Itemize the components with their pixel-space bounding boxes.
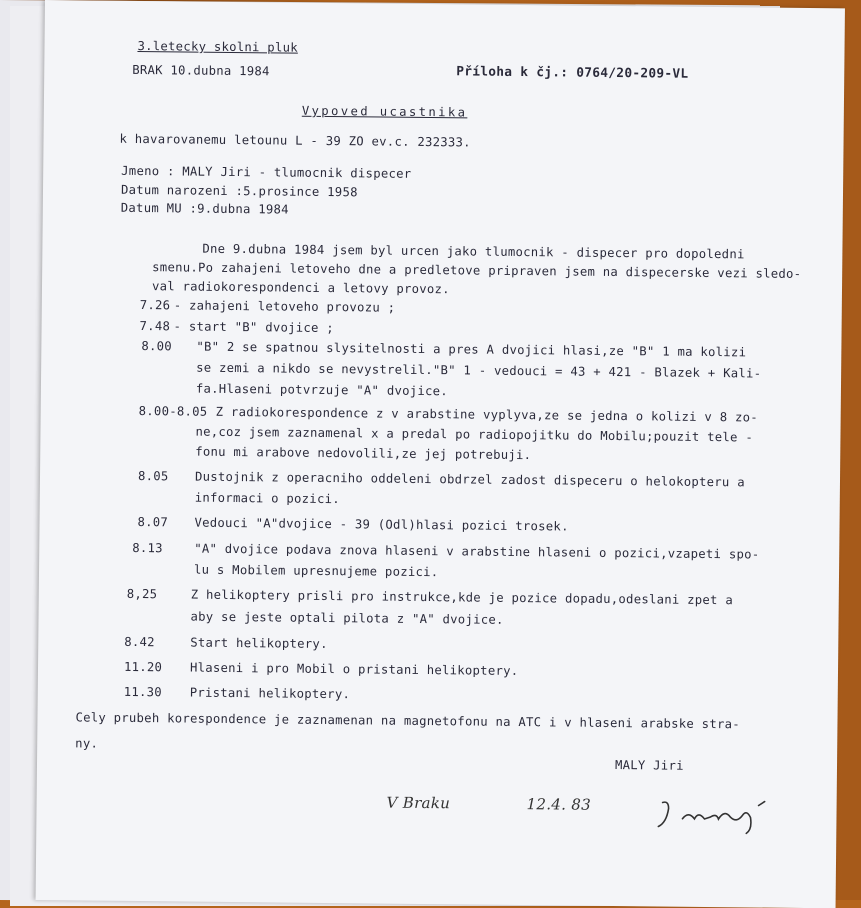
incident-date: Datum MU :9.dubna 1984 [120, 200, 289, 217]
entry-text: Z helikoptery prisli pro instrukce,kde je pozice dopadu,odeslani zpet a [190, 587, 734, 608]
handwritten-signature [654, 796, 794, 837]
entry-text: Z radiokorespondence z v arabstine vyplyva,ze se jedna o kolizi v 8 zo- [215, 404, 759, 425]
entry-text: Vedouci "A"dvojice - 39 (Odl)hlasi pozici trosek. [194, 515, 569, 534]
entry-text: Dustojnik z operacniho oddeleni obdrzel zadost dispeceru o helokopteru a [194, 469, 745, 490]
reference-number: Příloha k čj.: 0764/20-209-VL [456, 64, 689, 82]
handwritten-date: 12.4. 83 [526, 795, 592, 814]
closing-line: Cely prubeh korespondence je zaznamenan na magnetofonu na ATC i v hlaseni arabske stra- [75, 710, 740, 732]
entry-text: - start "B" dvojice ; [173, 319, 335, 336]
intro-line: val radiokorespondenci a letovy provoz. [151, 279, 450, 297]
entry-time: 7.48 [139, 319, 171, 334]
entry-text: - zahajeni letoveho provozu ; [173, 298, 396, 315]
unit-name: 3.letecky skolni pluk [137, 38, 298, 55]
document-page [36, 0, 845, 908]
entry-text: se zemi a nikdo se nevystrelil."B" 1 - vedouci = 43 + 421 - Blazek + Kali- [196, 360, 762, 381]
intro-line: Dne 9.dubna 1984 jsem byl urcen jako tlumocnik - dispecer pro dopoledni [202, 241, 745, 262]
entry-text: fa.Hlaseni potvrzuje "A" dvojice. [195, 381, 449, 399]
entry-text: "B" 2 se spatnou slysitelnosti a pres A dvojici hlasi,ze "B" 1 ma kolizi [196, 339, 747, 360]
entry-time: 8,25 [126, 586, 158, 602]
document-title: Vypoved ucastnika [301, 103, 468, 120]
entry-text: lu s Mobilem upresnujeme pozici. [193, 562, 439, 580]
closing-line: ny. [75, 736, 99, 751]
entry-text: aby se jeste optali pilota z "A" dvojice. [190, 609, 504, 627]
signature-name: MALY Jiri [614, 758, 684, 773]
participant-name: Jmeno : MALY Jiri - tlumocnik dispecer [121, 163, 412, 181]
entry-text: Start helikoptery. [190, 635, 328, 651]
entry-text: ne,coz jsem zaznamenal x a predal po radiopojitku do Mobilu;pouzit tele - [195, 424, 754, 445]
entry-time: 8.00 [141, 339, 173, 354]
entry-text: fonu mi arabove nedovolili,ze jej potrebuji. [195, 444, 532, 463]
handwritten-place: V Braku [386, 793, 451, 813]
entry-time: 11.30 [123, 684, 163, 700]
entry-time: 8.00-8.05 [138, 404, 208, 419]
entry-time: 8.07 [137, 514, 169, 530]
document-subtitle: k havarovanemu letounu L - 39 ZO ev.c. 232333. [119, 131, 471, 150]
entry-time: 8.05 [137, 469, 169, 484]
entry-text: "A" dvojice podava znova hlaseni v arabstine hlaseni o pozici,vzapeti spo- [194, 541, 760, 562]
intro-line: smenu.Po zahajeni letoveho dne a predletove pripraven jsem na dispecerske vezi sledo- [152, 260, 802, 281]
entry-time: 8.13 [132, 540, 163, 556]
entry-time: 7.26 [139, 298, 171, 313]
entry-text: Hlaseni i pro Mobil o pristani helikoptery. [189, 660, 519, 678]
entry-time: 8.42 [124, 634, 155, 650]
entry-text: informaci o pozici. [194, 490, 340, 507]
entry-text: Pristani helikoptery. [189, 685, 351, 702]
birth-date: Datum narozeni :5.prosince 1958 [120, 182, 358, 200]
place-date: BRAK 10.dubna 1984 [132, 62, 270, 79]
entry-time: 11.20 [123, 659, 163, 675]
